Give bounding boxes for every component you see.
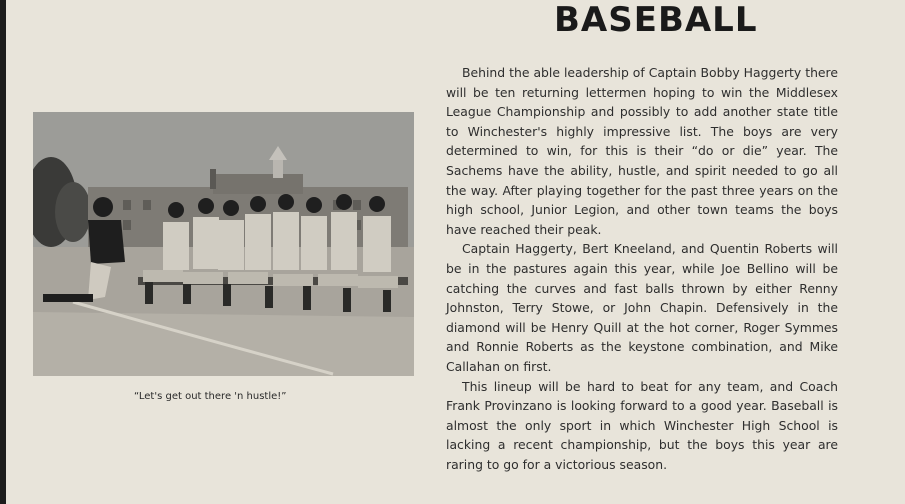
- yearbook-page: [6, 0, 905, 504]
- article-paragraph: Behind the able leadership of Captain Bobby Haggerty there will be ten returning lettermen hoping to win the Middlesex League Championship and possibly to add another state title to Winchester's highly impressive list. The boys are very determined to win, for this is their “do or die” year. The Sachems have the ability, hustle, and spirit needed to go all the way. After playing together for the past three years on the high school, Junior Legion, and other town teams the boys have reached their peak.: [446, 65, 838, 237]
- article-paragraph: This lineup will be hard to beat for any team, and Coach Frank Provinzano is looking forward to a good year. Baseball is almost the only sport in which Winchester High School is lacking a recent championship, but the boys this year are raring to go for a victorious season.: [446, 378, 838, 472]
- photo-caption: “Let's get out there 'n hustle!”: [134, 391, 287, 402]
- article-body: [446, 63, 838, 474]
- team-photo: [33, 112, 414, 376]
- article-paragraph: Captain Haggerty, Bert Kneeland, and Quentin Roberts will be in the pastures again this year, while Joe Bellino will be catching the curves and fast balls thrown by either Renny Johnston, Terry Stowe, or John Chapin. Defensively in the diamond will be Henry Quill at the hot corner, Roger Symmes and Ronnie Roberts as the keystone combination, and Mike Callahan on first.: [446, 241, 838, 374]
- page-title: BASEBALL: [554, 0, 758, 40]
